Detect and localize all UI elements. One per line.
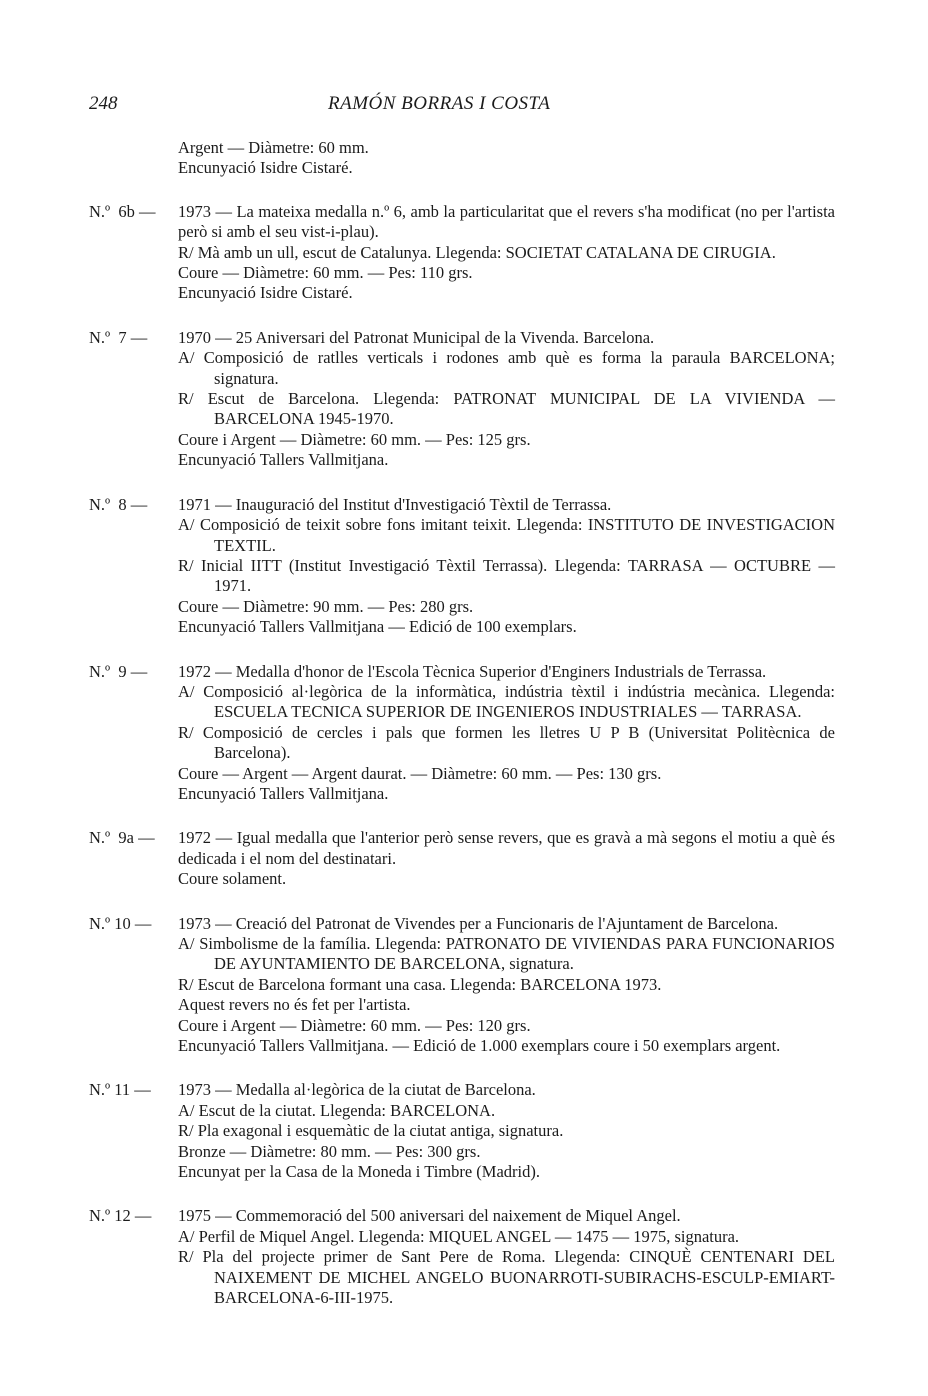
entry-detail-line: Aquest revers no és fet per l'artista.	[178, 995, 411, 1015]
entry-title: 1972 — Igual medalla que l'anterior però sense revers, que es gravà a mà segons el motiu a què és dedicada i el nom del destinatari.	[178, 828, 835, 868]
catalogue-entry	[89, 914, 835, 1057]
entry-side-description: A/ Perfil de Miquel Angel. Llegenda: MIQUEL ANGEL — 1475 — 1975, signatura.	[178, 1226, 740, 1246]
entry-title: 1973 — Medalla al·legòrica de la ciutat de Barcelona.	[178, 1080, 536, 1100]
entry-body	[178, 914, 835, 1057]
entry-detail-line: Encunyació Tallers Vallmitjana. — Edició de 1.000 exemplars coure i 50 exemplars argent.	[178, 1036, 781, 1056]
entry-side-description: A/ Composició de teixit sobre fons imitant teixit. Llegenda: INSTITUTO DE INVESTIGACION TEXTIL.	[178, 515, 835, 555]
entry-side-description: R/ Composició de cercles i pals que formen les lletres U P B (Universitat Politècnica de Barcelona).	[178, 722, 835, 763]
entry-side-description: R/ Pla del projecte primer de Sant Pere de Roma. Llegenda: CINQUÈ CENTENARI DEL NAIXEMENT DE MICHEL ANGELO BUONARROTI-SUBIRACHS-ESCULP-EMIART-BARCELONA-6-III-1975.	[178, 1247, 835, 1308]
entry-detail-line: Coure — Argent — Argent daurat. — Diàmetre: 60 mm. — Pes: 130 grs.	[178, 763, 662, 783]
page-header	[89, 93, 809, 117]
preamble-line: Argent — Diàmetre: 60 mm.	[178, 138, 369, 157]
entry-body	[178, 1080, 835, 1182]
entry-detail-line: Encunyació Tallers Vallmitjana — Edició de 100 exemplars.	[178, 617, 577, 637]
entry-number: N.º 9 —	[89, 661, 152, 681]
preamble	[89, 138, 835, 179]
entry-body	[178, 328, 835, 471]
entry-number: N.º 10 —	[89, 913, 156, 933]
entry-detail-line: Encunyació Tallers Vallmitjana.	[178, 783, 389, 803]
entry-title: 1970 — 25 Aniversari del Patronat Municipal de la Vivenda. Barcelona.	[178, 327, 655, 347]
entry-side-description: A/ Composició de ratlles verticals i rodones amb què es forma la paraula BARCELONA; signatura.	[178, 348, 835, 388]
entry-number: N.º 6b —	[89, 201, 160, 221]
catalogue-entry	[89, 1080, 835, 1182]
entry-body	[178, 662, 835, 805]
catalogue-entry	[89, 1206, 835, 1308]
entry-side-description: R/ Mà amb un ull, escut de Catalunya. Llegenda: SOCIETAT CATALANA DE CIRUGIA.	[178, 242, 776, 262]
entry-title: 1973 — Creació del Patronat de Vivendes per a Funcionaris de l'Ajuntament de Barcelona.	[178, 913, 779, 933]
entry-title: 1971 — Inauguració del Institut d'Investigació Tèxtil de Terrassa.	[178, 494, 612, 514]
entry-detail-line: Coure solament.	[178, 869, 287, 889]
entry-side-description: R/ Escut de Barcelona formant una casa. Llegenda: BARCELONA 1973.	[178, 974, 662, 994]
entry-side-description: R/ Pla exagonal i esquemàtic de la ciutat antiga, signatura.	[178, 1121, 564, 1141]
entry-side-description: A/ Composició al·legòrica de la informàtica, indústria tèxtil i indústria mecànica. Llegenda: ESCUELA TECNICA SUPERIOR DE INGENIEROS INDUSTRIALES — TARRASA.	[178, 681, 835, 722]
entry-detail-line: Bronze — Diàmetre: 80 mm. — Pes: 300 grs.	[178, 1141, 481, 1161]
catalogue-entry	[89, 828, 835, 889]
entry-detail-line: Coure — Diàmetre: 90 mm. — Pes: 280 grs.	[178, 596, 474, 616]
entry-detail-line: Encunyació Isidre Cistaré.	[178, 283, 353, 303]
entry-detail-line: Coure i Argent — Diàmetre: 60 mm. — Pes: 120 grs.	[178, 1015, 531, 1035]
entry-body	[178, 828, 835, 889]
entry-number: N.º 8 —	[89, 494, 152, 514]
entry-detail-line: Coure i Argent — Diàmetre: 60 mm. — Pes: 125 grs.	[178, 429, 531, 449]
running-title: RAMÓN BORRAS I COSTA	[328, 93, 551, 114]
entry-title: 1973 — La mateixa medalla n.º 6, amb la particularitat que el revers s'ha modificat (no per l'artista però si amb el seu vist-i-plau).	[178, 201, 835, 242]
entry-body	[178, 495, 835, 638]
entry-list	[89, 202, 835, 1309]
entry-body	[178, 202, 835, 304]
catalogue-entry	[89, 495, 835, 638]
entry-detail-line: Coure — Diàmetre: 60 mm. — Pes: 110 grs.	[178, 263, 473, 283]
entry-number: N.º 9a —	[89, 828, 159, 848]
preamble-line: Encunyació Isidre Cistaré.	[178, 158, 353, 178]
entry-number: N.º 12 —	[89, 1206, 156, 1226]
entry-number: N.º 7 —	[89, 327, 152, 347]
entry-side-description: R/ Escut de Barcelona. Llegenda: PATRONAT MUNICIPAL DE LA VIVIENDA — BARCELONA 1945-1970.	[178, 389, 835, 429]
catalogue-content	[89, 138, 835, 1309]
entry-side-description: A/ Simbolisme de la família. Llegenda: PATRONATO DE VIVIENDAS PARA FUNCIONARIOS DE AYUNTAMIENTO DE BARCELONA, signatura.	[178, 934, 835, 974]
entry-body	[178, 1206, 835, 1308]
entry-detail-line: Encunyació Tallers Vallmitjana.	[178, 450, 389, 470]
entry-title: 1972 — Medalla d'honor de l'Escola Tècnica Superior d'Enginers Industrials de Terrassa.	[178, 661, 767, 681]
entry-title: 1975 — Commemoració del 500 aniversari del naixement de Miquel Angel.	[178, 1206, 681, 1226]
entry-number: N.º 11 —	[89, 1080, 155, 1100]
entry-detail-line: Encunyat per la Casa de la Moneda i Timbre (Madrid).	[178, 1162, 540, 1182]
entry-side-description: R/ Inicial IITT (Institut Investigació Tèxtil Terrassa). Llegenda: TARRASA — OCTUBRE — 1971.	[178, 555, 835, 596]
catalogue-entry	[89, 328, 835, 471]
catalogue-entry	[89, 662, 835, 805]
page-number: 248	[89, 93, 118, 114]
entry-side-description: A/ Escut de la ciutat. Llegenda: BARCELONA.	[178, 1100, 496, 1120]
catalogue-entry	[89, 202, 835, 304]
